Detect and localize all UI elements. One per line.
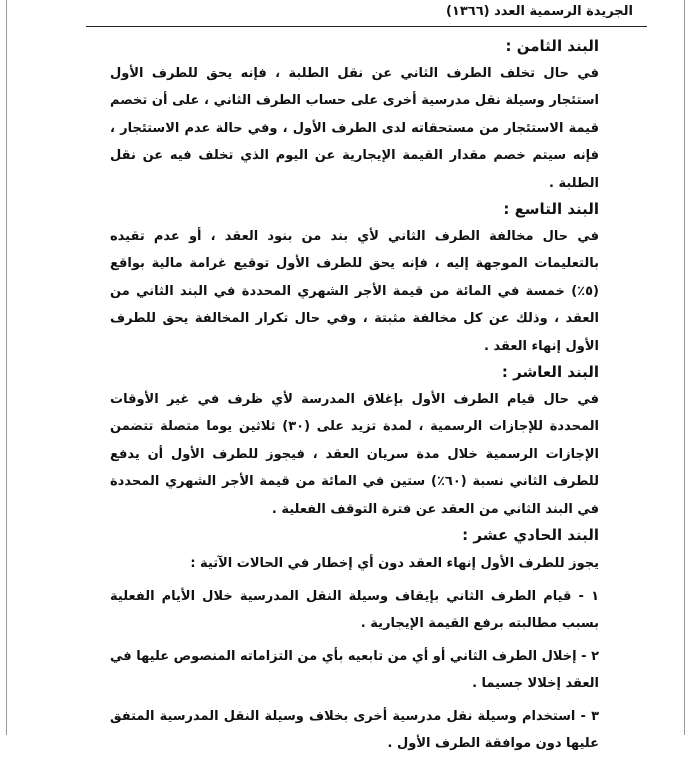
clause-eight-heading: البند الثامن : <box>505 37 599 55</box>
right-page-edge <box>684 0 691 735</box>
clause-eight <box>110 34 599 197</box>
clause-ten <box>110 360 599 523</box>
clause-nine-heading: البند التاسع : <box>503 200 599 219</box>
header-divider <box>86 26 647 27</box>
clause-nine <box>110 197 599 360</box>
document-body <box>110 34 599 757</box>
running-header: الجريدة الرسمية العدد (١٣٦٦) <box>445 4 633 19</box>
list-item: ١ - قيام الطرف الثاني بإيقاف وسيلة النقل المدرسية خلال الأيام الفعلية بسبب مطالبته برفع القيمة الإيجارية . <box>110 589 599 632</box>
list-item: ٢ - إخلال الطرف الثاني أو أي من تابعيه بأي من التزاماته المنصوص عليها في العقد إخلالا جسيما . <box>110 649 599 692</box>
clause-nine-text: في حال مخالفة الطرف الثاني لأي بند من بنود العقد ، أو عدم تقيده بالتعليمات الموجهة إليه ، فإنه يحق للطرف الأول توقيع غرامة مالية بواقع (٥٪) خمسة في المائة من قيمة الأجر الشهري المحددة في البند الثاني من العقد ، وذلك عن كل مخالفة مثبتة ، وفي حال تكرار المخالفة يحق للطرف الأول إنهاء العقد . <box>110 229 599 354</box>
clause-ten-text: في حال قيام الطرف الأول بإغلاق المدرسة لأي ظرف في غير الأوقات المحددة للإجازات الرسمية ، لمدة تزيد على (٣٠) ثلاثين يوما متصلة تتضمن الإجازات الرسمية خلال مدة سريان العقد ، فيجوز للطرف الأول أن يدفع للطرف الثاني نسبة (٦٠٪) ستين في المائة من قيمة الأجر الشهري المحددة في البند الثاني من العقد عن فترة التوقف الفعلية . <box>110 392 600 517</box>
clause-eleven-heading: البند الحادي عشر : <box>462 526 599 545</box>
list-item: ٣ - استخدام وسيلة نقل مدرسية أخرى بخلاف وسيلة النقل المدرسية المتفق عليها دون موافقة الطرف الأول . <box>110 709 599 752</box>
clause-eleven-intro: يجوز للطرف الأول إنهاء العقد دون أي إخطار في الحالات الآتية : <box>190 556 599 572</box>
clause-eleven <box>110 523 599 757</box>
left-page-edge <box>0 0 7 735</box>
clause-ten-heading: البند العاشر : <box>501 363 599 382</box>
clause-eight-text: في حال تخلف الطرف الثاني عن نقل الطلبة ، فإنه يحق للطرف الأول استئجار وسيلة نقل مدرسية أخرى على حساب الطرف الثاني ، على أن تخصم قيمة الاستئجار من مستحقاته لدى الطرف الأول ، وفي حالة عدم الاستئجار ، فإنه سيتم خصم مقدار القيمة الإيجارية عن اليوم الذي تخلف فيه عن نقل الطلبة . <box>110 66 599 191</box>
